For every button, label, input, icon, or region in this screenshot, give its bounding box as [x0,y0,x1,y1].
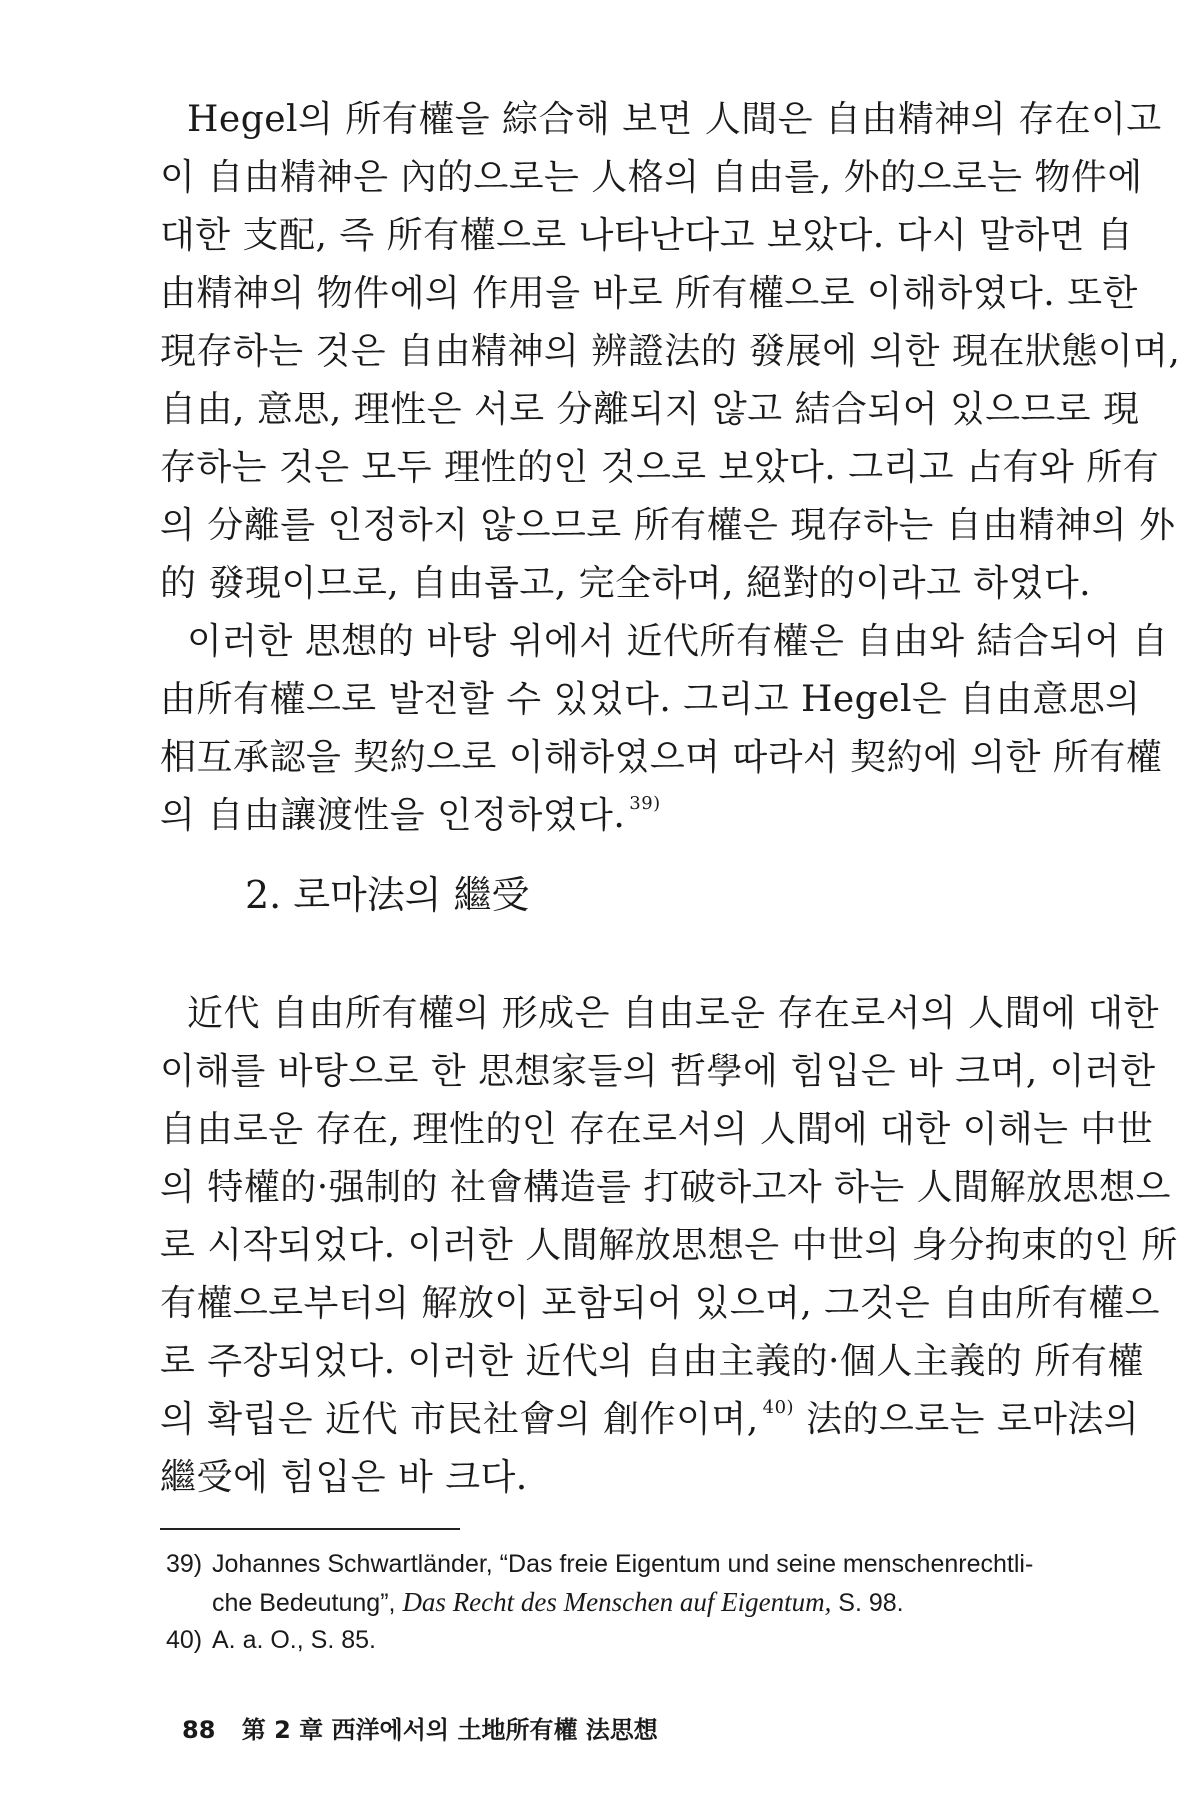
paragraph-2-line-4 [160,787,1040,845]
page-number: 88 [182,1716,216,1744]
paragraph-1-line-5: 現存하는 것은 自由精神의 辨證法的 發展에 의한 現在狀態이며, [160,331,1181,372]
footnote-39-book-title: Das Recht des Menschen auf Eigentum, [402,1587,832,1617]
paragraph-3-line-6: 有權으로부터의 解放이 포함되어 있으며, 그것은 自由所有權으 [160,1283,1160,1324]
footnote-ref-39: 39) [629,793,661,814]
paragraph-3-line-9: 繼受에 힘입은 바 크다. [160,1457,528,1498]
paragraph-1-line-9: 的 發現이므로, 自由롭고, 完全하며, 絕對的이라고 하였다. [160,563,1092,604]
paragraph-1-line-4: 由精神의 物件에의 作用을 바로 所有權으로 이해하였다. 또한 [160,273,1138,314]
paragraph-2-line-1: 이러한 思想的 바탕 위에서 近代所有權은 自由와 結合되어 自 [187,621,1169,662]
paragraph-2-line-4-text: 의 自由讓渡性을 인정하였다. [160,795,626,836]
section-heading: 2. 로마法의 繼受 [245,873,530,917]
footnote-40-text: A. a. O., S. 85. [212,1626,376,1654]
footnote-39-line-2-before: che Bedeutung”, [212,1589,396,1617]
footnote-divider [160,1528,460,1530]
paragraph-1-line-6: 自由, 意思, 理性은 서로 分離되지 않고 結合되어 있으므로 現 [160,389,1140,430]
footnote-39 [166,1545,1040,1583]
footer-chapter-title: 西洋에서의 土地所有權 法思想 [331,1716,658,1744]
paragraph-1-line-3: 대한 支配, 즉 所有權으로 나타난다고 보았다. 다시 말하면 自 [160,215,1134,256]
paragraph-1-line-1: Hegel의 所有權을 綜合해 보면 人間은 自由精神의 存在이고 [187,99,1162,140]
footnote-39-number: 39) [166,1550,203,1578]
footer-chapter: 第 2 章 [241,1716,324,1744]
footnote-39-line-1: Johannes Schwartländer, “Das freie Eigentum und seine menschenrechtli- [212,1550,1034,1578]
paragraph-3-line-2: 이해를 바탕으로 한 思想家들의 哲學에 힘입은 바 크며, 이러한 [160,1051,1156,1092]
paragraph-3-line-8-after: 法的으로는 로마法의 [806,1399,1140,1440]
paragraph-1-line-2: 이 自由精神은 內的으로는 人格의 自由를, 外的으로는 物件에 [160,157,1143,198]
footnote-ref-40: 40) [762,1397,795,1418]
paragraph-3-line-8-before: 의 확립은 近代 市民社會의 創作이며, [160,1399,759,1440]
footnote-39-continuation [212,1583,1040,1622]
paragraph-3-line-4: 의 特權的·强制的 社會構造를 打破하고자 하는 人間解放思想으 [160,1167,1171,1208]
paragraph-1-line-7: 存하는 것은 모두 理性的인 것으로 보았다. 그리고 占有와 所有 [160,447,1160,488]
paragraph-3-line-1: 近代 自由所有權의 形成은 自由로운 存在로서의 人間에 대한 [187,993,1159,1034]
footnote-40-number: 40) [166,1626,203,1654]
footnote-40 [166,1621,1040,1659]
paragraph-3-line-8 [160,1391,1140,1449]
running-footer [182,1712,658,1748]
paragraph-2-line-2: 由所有權으로 발전할 수 있었다. 그리고 Hegel은 自由意思의 [160,679,1141,720]
paragraph-3-line-3: 自由로운 存在, 理性的인 存在로서의 人間에 대한 이해는 中世 [160,1109,1154,1150]
paragraph-3-line-7: 로 주장되었다. 이러한 近代의 自由主義的·個人主義的 所有權 [160,1341,1144,1382]
footnote-39-line-2-after: S. 98. [838,1589,904,1617]
paragraph-1-line-8: 의 分離를 인정하지 않으므로 所有權은 現存하는 自由精神의 外 [160,505,1176,546]
paragraph-2-line-3: 相互承認을 契約으로 이해하였으며 따라서 契約에 의한 所有權 [160,737,1163,778]
paragraph-3-line-5: 로 시작되었다. 이러한 人間解放思想은 中世의 身分拘束的인 所 [160,1225,1178,1266]
